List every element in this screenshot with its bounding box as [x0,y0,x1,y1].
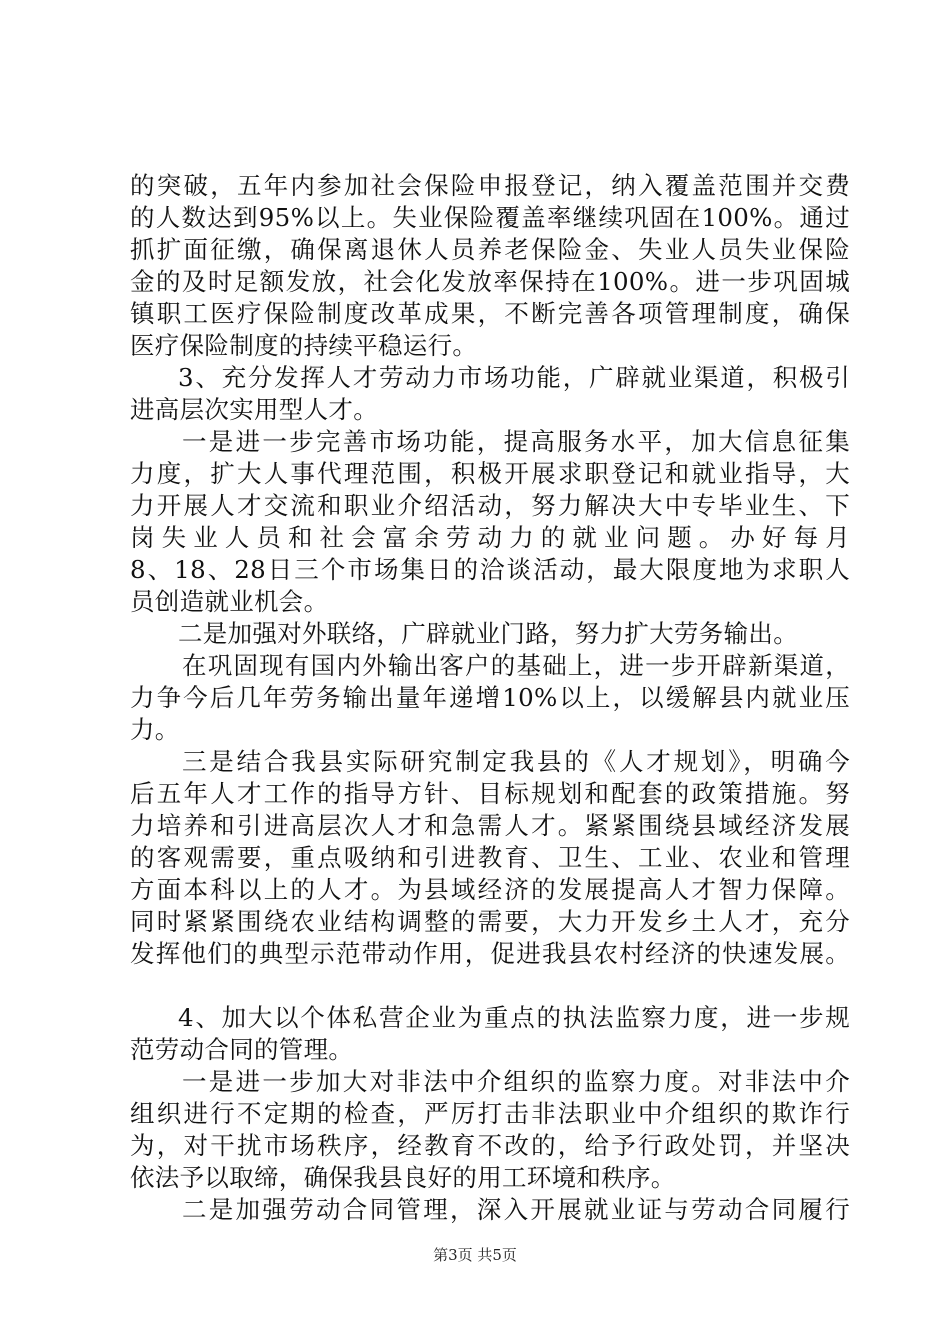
text-line: 在巩固现有国内外输出客户的基础上，进一步开辟新渠道， [182,651,850,680]
text-line: 员创造就业机会。 [130,587,329,616]
text-line: 依法予以取缔，确保我县良好的用工环境和秩序。 [130,1163,676,1192]
text-line: 二是加强劳动合同管理，深入开展就业证与劳动合同履行 [182,1195,850,1224]
text-line: 一是进一步完善市场功能，提高服务水平，加大信息征集 [182,427,850,456]
text-line: 金的及时足额发放，社会化发放率保持在100%。进一步巩固城 [130,267,850,296]
text-line: 力度，扩大人事代理范围，积极开展求职登记和就业指导，大 [130,459,850,488]
text-line: 3、充分发挥人才劳动力市场功能，广辟就业渠道，积极引 [178,363,850,392]
text-line: 镇职工医疗保险制度改革成果，不断完善各项管理制度，确保 [130,299,850,328]
text-line: 三是结合我县实际研究制定我县的《人才规划》，明确今 [182,747,850,776]
text-line: 8、18、28日三个市场集日的洽谈活动，最大限度地为求职人 [130,555,850,584]
document-body [130,170,850,1226]
blank-line [130,970,850,1002]
text-line: 力开展人才交流和职业介绍活动，努力解决大中专毕业生、下 [130,491,850,520]
text-line: 的客观需要，重点吸纳和引进教育、卫生、工业、农业和管理 [130,843,850,872]
text-line: 进高层次实用型人才。 [130,395,378,424]
text-line: 二是加强对外联络，广辟就业门路，努力扩大劳务输出。 [178,619,798,648]
text-line: 力培养和引进高层次人才和急需人才。紧紧围绕县域经济发展 [130,811,850,840]
text-line: 4、加大以个体私营企业为重点的执法监察力度，进一步规 [178,1003,850,1032]
text-line: 抓扩面征缴，确保离退休人员养老保险金、失业人员失业保险 [130,235,850,264]
text-line: 的人数达到95%以上。失业保险覆盖率继续巩固在100%。通过 [130,203,850,232]
text-line: 组织进行不定期的检查，严厉打击非法职业中介组织的欺诈行 [130,1099,850,1128]
text-line: 医疗保险制度的持续平稳运行。 [130,331,478,360]
text-line: 同时紧紧围绕农业结构调整的需要，大力开发乡土人才，充分 [130,907,850,936]
text-line: 力。 [130,715,180,744]
text-line: 的突破，五年内参加社会保险申报登记，纳入覆盖范围并交费 [130,171,850,200]
text-line: 为，对干扰市场秩序，经教育不改的，给予行政处罚，并坚决 [130,1131,850,1160]
page-footer: 第3页 共5页 [433,1246,517,1264]
text-line: 范劳动合同的管理。 [130,1035,354,1064]
text-line: 后五年人才工作的指导方针、目标规划和配套的政策措施。努 [130,779,850,808]
text-line: 力争今后几年劳务输出量年递增10%以上，以缓解县内就业压 [130,683,850,712]
text-line: 一是进一步加大对非法中介组织的监察力度。对非法中介 [182,1067,850,1096]
text-line: 发挥他们的典型示范带动作用，促进我县农村经济的快速发展。 [130,939,850,968]
text-line: 岗失业人员和社会富余劳动力的就业问题。办好每月 [130,523,850,552]
text-line: 方面本科以上的人才。为县域经济的发展提高人才智力保障。 [130,875,850,904]
